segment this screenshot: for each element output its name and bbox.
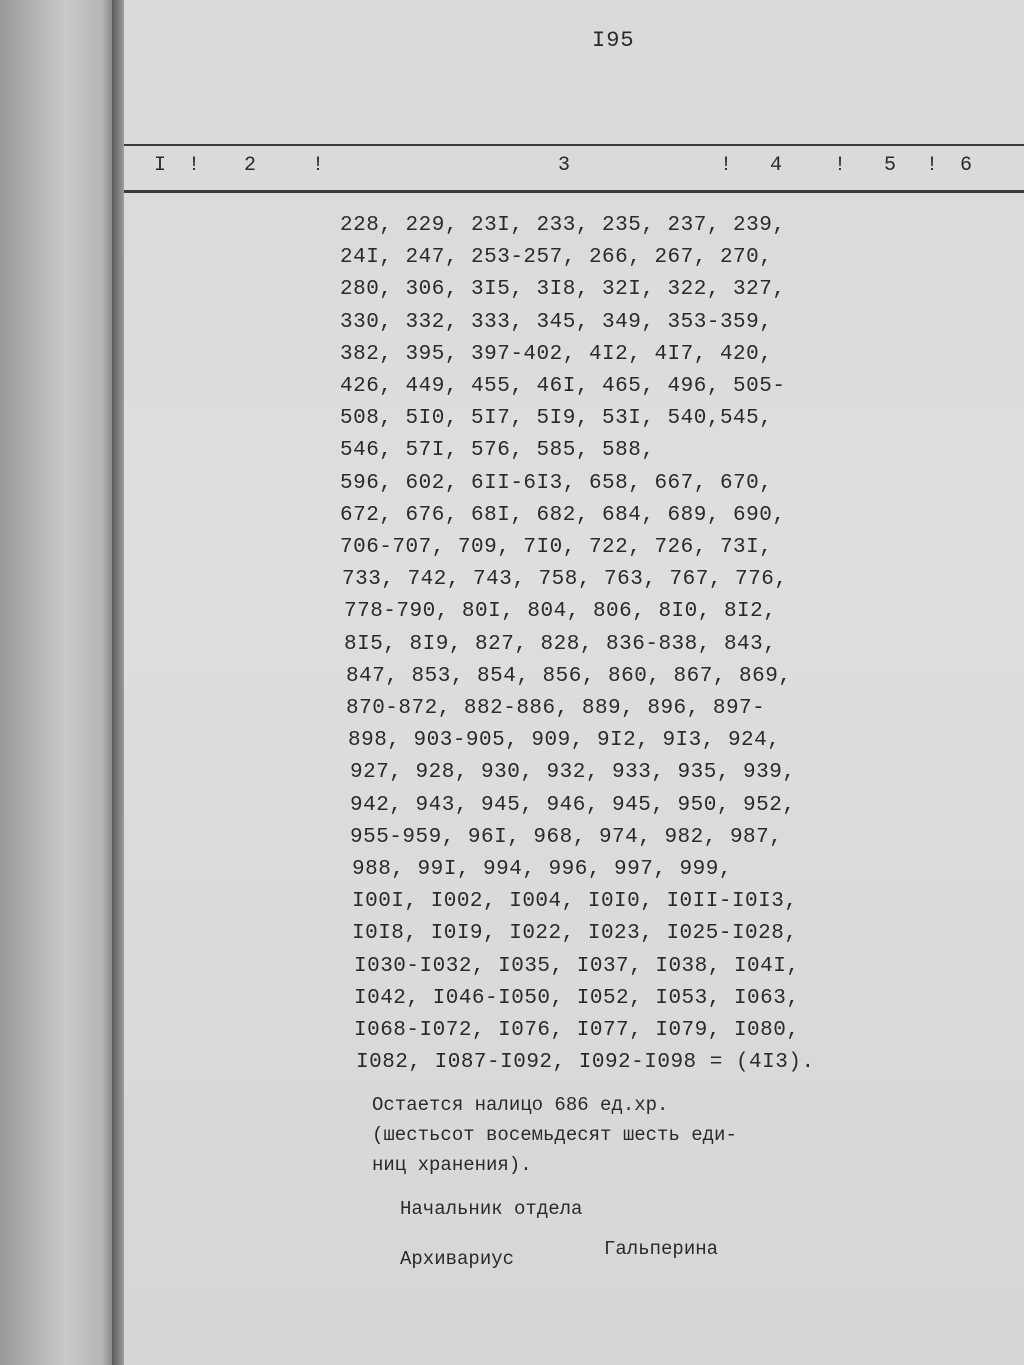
column-4-number: 4 [770,154,783,177]
item-number-line: 546, 57I, 576, 585, 588, [340,439,655,463]
column-separator: ! [312,154,325,177]
column-separator: ! [834,154,847,177]
item-number-line: 870-872, 882-886, 889, 896, 897- [346,697,766,721]
item-number-line: I042, I046-I050, I052, I053, I063, [354,986,800,1010]
item-number-line: 508, 5I0, 5I7, 5I9, 53I, 540,545, [340,407,773,431]
item-number-line: 672, 676, 68I, 682, 684, 689, 690, [340,503,786,527]
department-head-row [400,1198,582,1248]
column-separator: ! [188,154,201,177]
item-number-line: 847, 853, 854, 856, 860, 867, 869, [346,664,792,688]
column-2-number: 2 [244,154,257,177]
column-1-number: I [154,154,167,177]
item-number-line: I0I8, I0I9, I022, I023, I025-I028, [352,922,798,946]
column-3-number: 3 [558,154,571,177]
item-number-line: 8I5, 8I9, 827, 828, 836-838, 843, [344,632,777,656]
item-number-line: 426, 449, 455, 46I, 465, 496, 505- [340,375,786,399]
item-number-line: 706-707, 709, 7I0, 722, 726, 73I, [340,536,773,560]
document-page [124,0,1024,1365]
archivist-label: Архивариус [400,1248,515,1270]
department-head-label: Начальник отдела [400,1198,583,1220]
item-number-line: 280, 306, 3I5, 3I8, 32I, 322, 327, [340,278,786,302]
remaining-line: ниц хранения). [372,1154,532,1176]
item-number-line: 898, 903-905, 909, 9I2, 9I3, 924, [348,729,781,753]
archivist-row [400,1238,719,1298]
item-number-line: 988, 99I, 994, 996, 997, 999, [352,858,732,882]
item-number-list [340,210,940,1079]
column-6-number: 6 [960,154,973,177]
remaining-units-note [372,1090,932,1180]
item-number-line: I00I, I002, I004, I0I0, I0II-I0I3, [352,890,798,914]
item-number-line: I030-I032, I035, I037, I038, I04I, [354,954,800,978]
table-header-top-rule [124,144,1024,146]
remaining-line: (шестьсот восемьдесят шесть еди- [372,1124,737,1146]
item-number-line: 24I, 247, 253-257, 266, 267, 270, [340,246,773,270]
table-header-bottom-rule [124,190,1024,193]
archivist-name: Гальперина [604,1238,719,1260]
item-number-line: 382, 395, 397-402, 4I2, 4I7, 420, [340,342,773,366]
item-number-line: 955-959, 96I, 968, 974, 982, 987, [350,825,783,849]
signature-block [400,1198,719,1298]
item-number-line: 942, 943, 945, 946, 945, 950, 952, [350,793,796,817]
item-number-line: 778-790, 80I, 804, 806, 8I0, 8I2, [344,600,777,624]
table-column-header [154,154,1014,182]
item-number-line: 330, 332, 333, 345, 349, 353-359, [340,310,773,334]
item-number-line: I068-I072, I076, I077, I079, I080, [354,1019,800,1043]
column-5-number: 5 [884,154,897,177]
item-number-line: 228, 229, 23I, 233, 235, 237, 239, [340,214,786,237]
item-number-line: I082, I087-I092, I092-I098 = (4I3). [356,1051,815,1075]
left-page-edge [0,0,120,1365]
item-number-line: 596, 602, 6II-6I3, 658, 667, 670, [340,471,773,495]
remaining-line: Остается налицо 686 ед.хр. [372,1094,669,1116]
column-separator: ! [926,154,939,177]
item-number-line: 927, 928, 930, 932, 933, 935, 939, [350,761,796,785]
column-separator: ! [720,154,733,177]
page-number: I95 [592,28,635,53]
item-number-line: 733, 742, 743, 758, 763, 767, 776, [342,568,788,592]
